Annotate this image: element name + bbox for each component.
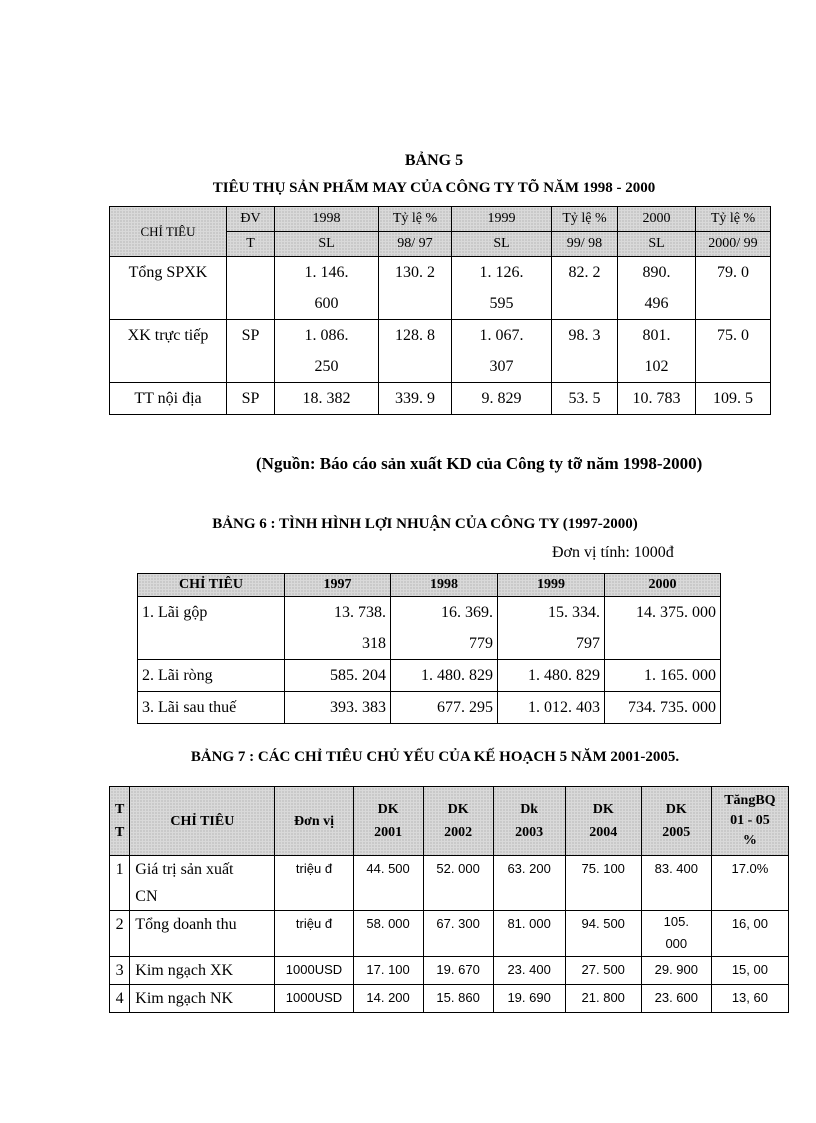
table-row — [110, 911, 789, 957]
table7-cell: 27. 500 — [581, 962, 625, 977]
table5-cell: 1. 146. 600 — [304, 264, 349, 312]
table-row — [110, 257, 771, 320]
table5-subheader-ratio-98-97: 98/ 97 — [379, 232, 452, 257]
table7-cell: 13, 60 — [731, 990, 768, 1005]
table5-label: BẢNG 5 — [404, 152, 464, 169]
table6-cell: 15. 334. 797 — [548, 604, 600, 652]
table5-cell: XK trực tiếp — [127, 327, 209, 344]
table7-title: BẢNG 7 : CÁC CHỈ TIÊU CHỦ YẾU CỦA KẾ HOẠCH 5 NĂM 2001-2005. — [190, 749, 680, 765]
table7-cell: 52. 000 — [436, 861, 480, 876]
table6-header-1997: 1997 — [285, 574, 391, 597]
table7-header-row — [110, 787, 789, 856]
table7-cell: 81. 000 — [507, 916, 551, 931]
table5-source: (Nguồn: Báo cáo sản xuất KD của Công ty tỡ năm 1998-2000) — [256, 454, 703, 473]
table5-cell: 75. 0 — [717, 327, 749, 344]
table6-cell: 14. 375. 000 — [636, 604, 716, 621]
table6-cell: 393. 383 — [330, 699, 386, 716]
table5-header-ratio-99: Tỷ lệ % — [552, 207, 618, 232]
table5-cell: 10. 783 — [632, 390, 681, 407]
table7-header-dk2002: DK 2002 — [444, 802, 473, 840]
table7-cell: 75. 100 — [581, 861, 625, 876]
table7-cell: 15, 00 — [731, 962, 768, 977]
table5-cell: 1. 086. 250 — [304, 327, 349, 375]
table7-cell: 1000USD — [285, 962, 343, 977]
table5-title: TIÊU THỤ SẢN PHẨM MAY CỦA CÔNG TY TÕ NĂM 1998 - 2000 — [212, 180, 656, 196]
table5-cell: SP — [241, 327, 260, 344]
table7-cell: Tổng doanh thu — [135, 916, 237, 933]
table7-header-dk2004: DK 2004 — [589, 802, 618, 840]
table7-cell: 63. 200 — [507, 861, 551, 876]
table7-cell: 3 — [115, 962, 124, 979]
table6-cell: 1. 165. 000 — [644, 667, 716, 684]
table6-cell: 677. 295 — [437, 699, 493, 716]
table7-cell: 14. 200 — [366, 990, 410, 1005]
table-row — [110, 957, 789, 985]
table6-header-2000: 2000 — [605, 574, 721, 597]
table6-cell: 13. 738. 318 — [334, 604, 386, 652]
table7-cell: 21. 800 — [581, 990, 625, 1005]
table7-cell: 19. 670 — [436, 962, 480, 977]
table5-cell: 890. 496 — [642, 264, 671, 312]
table7-header-dk2003: Dk 2003 — [515, 802, 544, 840]
table5-cell: 18. 382 — [302, 390, 351, 407]
table5-cell: 128. 8 — [395, 327, 435, 344]
table5-cell: TT nội địa — [134, 390, 202, 407]
table6-header-1998: 1998 — [391, 574, 498, 597]
table5-header-unit: ĐV — [227, 207, 275, 232]
table5-header-indicator: CHỈ TIÊU — [110, 207, 227, 257]
table6-cell: 734. 735. 000 — [628, 699, 716, 716]
table-row — [110, 320, 771, 383]
table5-subheader-sl-1998: SL — [275, 232, 379, 257]
table7-cell: 19. 690 — [507, 990, 551, 1005]
table6-header-1999: 1999 — [498, 574, 605, 597]
table6-unit: Đơn vị tính: 1000đ — [552, 544, 674, 561]
table7-cell: 58. 000 — [366, 916, 410, 931]
table7-header-growth: TăngBQ 01 - 05 % — [724, 793, 776, 848]
table7-cell: triệu đ — [295, 861, 333, 876]
table7-cell: 67. 300 — [436, 916, 480, 931]
table5-cell: SP — [241, 390, 260, 407]
table6-cell: 2. Lãi ròng — [142, 667, 213, 684]
table5 — [109, 206, 771, 415]
table6-cell: 585. 204 — [330, 667, 386, 684]
table7-cell: Giá trị sản xuất CN — [135, 861, 234, 905]
table5-cell: 1. 067. 307 — [479, 327, 524, 375]
table7-cell: 94. 500 — [581, 916, 625, 931]
table5-header-2000: 2000 — [618, 207, 696, 232]
table7-cell: 105. 000 — [663, 914, 689, 951]
table6-cell: 1. 480. 829 — [421, 667, 493, 684]
table5-cell: Tổng SPXK — [128, 264, 208, 281]
table7-cell: 23. 600 — [654, 990, 698, 1005]
table6-title: BẢNG 6 : TÌNH HÌNH LỢI NHUẬN CỦA CÔNG TY (1997-2000) — [212, 516, 638, 532]
table6-header-row — [138, 574, 721, 597]
table6-cell: 1. 480. 829 — [528, 667, 600, 684]
table7-cell: triệu đ — [295, 916, 333, 931]
table5-cell: 9. 829 — [481, 390, 522, 407]
table5-header-1998: 1998 — [275, 207, 379, 232]
table7-cell: 1 — [115, 861, 124, 878]
table5-header-1999: 1999 — [452, 207, 552, 232]
table7-header-unit: Đơn vị — [293, 813, 335, 829]
table6-cell: 3. Lãi sau thuế — [142, 699, 237, 716]
table6-cell: 1. Lãi gộp — [142, 604, 208, 621]
table5-subheader-sl-2000: SL — [618, 232, 696, 257]
table7-header-dk2005: DK 2005 — [662, 802, 691, 840]
table7-header-tt: T T — [114, 802, 125, 840]
table-row — [110, 856, 789, 911]
table5-header-ratio-98: Tỷ lệ % — [379, 207, 452, 232]
table7-cell: Kim ngạch XK — [135, 962, 234, 979]
table-row — [110, 985, 789, 1013]
table5-cell: 82. 2 — [568, 264, 601, 281]
table5-cell: 79. 0 — [717, 264, 749, 281]
table5-subheader-ratio-2000-99: 2000/ 99 — [696, 232, 771, 257]
table-row — [138, 597, 721, 660]
table5-subheader-sl-1999: SL — [452, 232, 552, 257]
table5-cell: 130. 2 — [395, 264, 435, 281]
table7-cell: 2 — [115, 916, 124, 933]
table7-cell: 4 — [115, 990, 124, 1007]
table5-header-ratio-2000: Tỷ lệ % — [696, 207, 771, 232]
table-row — [138, 692, 721, 724]
table7-cell: 1000USD — [285, 990, 343, 1005]
table6-cell: 1. 012. 403 — [528, 699, 600, 716]
table7-cell: 44. 500 — [366, 861, 410, 876]
table7-cell: 17.0% — [731, 861, 769, 876]
table7-cell: 16, 00 — [731, 916, 768, 931]
table5-subheader-ratio-99-98: 99/ 98 — [552, 232, 618, 257]
table5-cell: 801. 102 — [642, 327, 671, 375]
table6 — [137, 573, 721, 724]
table7-cell: 17. 100 — [366, 962, 410, 977]
table5-cell: 98. 3 — [568, 327, 601, 344]
table5-subheader-unit: T — [227, 232, 275, 257]
table7-cell: Kim ngạch NK — [135, 990, 234, 1007]
table7-cell: 83. 400 — [654, 861, 698, 876]
table5-header-row — [110, 207, 771, 232]
table7-cell: 29. 900 — [654, 962, 698, 977]
table6-cell: 16. 369. 779 — [441, 604, 493, 652]
table7-cell: 15. 860 — [436, 990, 480, 1005]
table5-cell: 53. 5 — [568, 390, 601, 407]
table7-header-indicator: CHỈ TIÊU — [170, 813, 235, 829]
table7 — [109, 786, 789, 1013]
table7-header-dk2001: DK 2001 — [374, 802, 403, 840]
table5-cell: 109. 5 — [713, 390, 753, 407]
table7-cell: 23. 400 — [507, 962, 551, 977]
table-row — [138, 660, 721, 692]
table6-header-indicator: CHỈ TIÊU — [138, 574, 285, 597]
table-row — [110, 383, 771, 415]
table5-cell: 1. 126. 595 — [479, 264, 524, 312]
table5-cell: 339. 9 — [395, 390, 435, 407]
